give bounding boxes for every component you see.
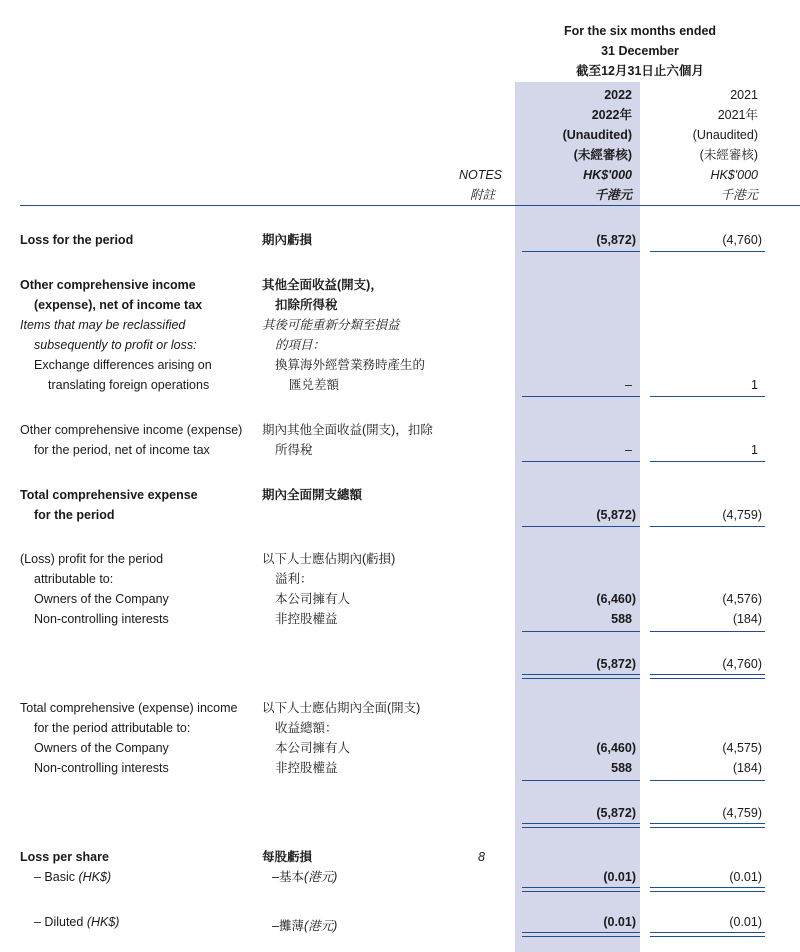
exchange-line2: translating foreign operations: [48, 378, 210, 392]
col2022-year-zh: 2022年: [591, 108, 632, 122]
attr-profit-owners: Owners of the Company: [34, 592, 169, 606]
rule: [650, 251, 765, 252]
attr-total-nci-zh: 非控股權益: [275, 761, 338, 775]
attr-profit-owners-zh: 本公司擁有人: [275, 592, 351, 606]
attr-total-owners-2022: (6,460): [596, 741, 636, 755]
attr-total-nci: Non-controlling interests: [34, 761, 169, 775]
rule: [522, 526, 640, 527]
attr-total-total-2021: (4,759): [722, 806, 762, 820]
exchange-2021: 1: [751, 378, 758, 392]
double-rule: [650, 932, 765, 937]
total-exp-2022: (5,872): [596, 508, 636, 522]
attr-profit-owners-2021: (4,576): [722, 592, 762, 606]
attr-profit-zh1: 以下人士應佔期內(虧損): [262, 552, 396, 566]
lps-basic-label: [34, 869, 111, 885]
attr-total-zh1: 以下人士應佔期內全面(開支): [262, 701, 421, 715]
lps-basic-2022: (0.01): [603, 870, 636, 884]
attr-profit-line1: (Loss) profit for the period: [20, 552, 164, 566]
attr-total-owners-zh: 本公司擁有人: [275, 741, 351, 755]
lps-diluted-2021: (0.01): [729, 915, 762, 929]
loss-period-2022: (5,872): [596, 233, 636, 247]
loss-period-label-zh: 期內虧損: [262, 233, 313, 247]
attr-profit-nci-2021: (184): [732, 612, 762, 626]
rule: [650, 396, 765, 397]
lps-basic-unit-zh: (港元): [303, 870, 338, 884]
loss-period-2021: (4,760): [722, 233, 762, 247]
total-exp-line1: Total comprehensive expense: [20, 488, 198, 502]
lps-basic-text-zh: –基本: [272, 870, 304, 884]
total-exp-2021: (4,759): [722, 508, 762, 522]
col2021-currency-zh: 千港元: [720, 188, 758, 202]
double-rule: [522, 932, 640, 937]
lps-diluted-text: – Diluted: [34, 915, 87, 929]
oci-title-line2: (expense), net of income tax: [34, 298, 203, 312]
rule: [522, 461, 640, 462]
total-exp-line2: for the period: [34, 508, 115, 522]
rule: [522, 631, 640, 632]
attr-total-total-2022: (5,872): [596, 806, 636, 820]
oci-title-line1: Other comprehensive income: [20, 278, 196, 292]
attr-profit-nci: Non-controlling interests: [34, 612, 169, 626]
double-rule: [522, 887, 640, 892]
col2021-currency: HK$'000: [710, 168, 758, 182]
col2021-unaudited: (Unaudited): [692, 128, 758, 142]
rule: [522, 780, 640, 781]
rule: [650, 631, 765, 632]
double-rule: [522, 674, 640, 679]
lps-diluted-text-zh: –攤薄: [272, 919, 304, 933]
lps-diluted-unit-zh: (港元): [303, 919, 338, 933]
header-rule: [20, 205, 800, 206]
lps-diluted-2022: (0.01): [603, 915, 636, 929]
period-heading-zh: 截至12月31日止六個月: [576, 64, 704, 78]
attr-total-nci-2021: (184): [732, 761, 762, 775]
attr-profit-nci-zh: 非控股權益: [275, 612, 338, 626]
col2021-year: 2021: [730, 88, 758, 102]
oci-title-zh2: 扣除所得稅: [275, 298, 338, 312]
lps-diluted-label: [34, 914, 119, 930]
attr-profit-owners-2022: (6,460): [596, 592, 636, 606]
rule: [650, 780, 765, 781]
attr-profit-total-2021: (4,760): [722, 657, 762, 671]
reclass-line1: Items that may be reclassified: [20, 318, 186, 332]
lps-label-zh: 每股虧損: [262, 850, 313, 864]
exchange-line1: Exchange differences arising on: [34, 358, 212, 372]
reclass-zh1: 其後可能重新分類至損益: [262, 318, 400, 332]
rule: [650, 526, 765, 527]
col2022-currency-zh: 千港元: [594, 188, 632, 202]
col2021-year-zh: 2021年: [717, 108, 758, 122]
lps-label: Loss per share: [20, 850, 109, 864]
loss-period-label: Loss for the period: [20, 233, 134, 247]
attr-profit-zh2: 溢利：: [275, 572, 313, 586]
lps-basic-unit: (HK$): [78, 870, 112, 884]
oci-period-zh1: 期內其他全面收益(開支)，扣除: [262, 423, 433, 437]
col2022-year: 2022: [604, 88, 632, 102]
reclass-zh2: 的項目：: [275, 338, 326, 352]
col2022-currency: HK$'000: [583, 168, 632, 182]
attr-total-line1: Total comprehensive (expense) income: [20, 701, 238, 715]
oci-period-zh2: 所得稅: [275, 443, 313, 457]
exchange-zh1: 換算海外經營業務時產生的: [275, 358, 426, 372]
oci-period-line2: for the period, net of income tax: [34, 443, 210, 457]
lps-basic-text: – Basic: [34, 870, 79, 884]
notes-heading-zh: 附註: [469, 188, 495, 202]
oci-period-2022: –: [625, 443, 632, 457]
attr-total-nci-2022: 588: [611, 761, 632, 775]
period-heading-line2: 31 December: [601, 44, 679, 58]
lps-diluted-label-zh: [272, 918, 337, 934]
lps-note: 8: [478, 850, 485, 864]
col2022-unaudited: (Unaudited): [562, 128, 632, 142]
rule: [522, 396, 640, 397]
double-rule: [522, 823, 640, 828]
attr-profit-line2: attributable to:: [34, 572, 114, 586]
lps-basic-label-zh: [272, 869, 337, 885]
double-rule: [650, 887, 765, 892]
rule: [522, 251, 640, 252]
oci-period-line1: Other comprehensive income (expense): [20, 423, 243, 437]
attr-profit-total-2022: (5,872): [596, 657, 636, 671]
attr-profit-nci-2022: 588: [611, 612, 632, 626]
col2022-unaudited-zh: (未經審核): [573, 148, 632, 162]
attr-total-owners: Owners of the Company: [34, 741, 169, 755]
attr-total-owners-2021: (4,575): [722, 741, 762, 755]
notes-heading: NOTES: [458, 168, 502, 182]
period-heading-line1: For the six months ended: [563, 24, 717, 38]
exchange-zh2: 匯兑差額: [289, 378, 340, 392]
oci-title-zh1: 其他全面收益(開支)，: [262, 278, 383, 292]
lps-basic-2021: (0.01): [729, 870, 762, 884]
exchange-2022: –: [625, 378, 632, 392]
reclass-line2: subsequently to profit or loss:: [34, 338, 197, 352]
rule: [650, 461, 765, 462]
attr-total-zh2: 收益總額：: [275, 721, 338, 735]
double-rule: [650, 674, 765, 679]
lps-diluted-unit: (HK$): [86, 915, 120, 929]
double-rule: [650, 823, 765, 828]
col2021-unaudited-zh: (未經審核): [699, 148, 758, 162]
oci-period-2021: 1: [751, 443, 758, 457]
attr-total-line2: for the period attributable to:: [34, 721, 191, 735]
total-exp-zh: 期內全面開支總額: [262, 488, 363, 502]
